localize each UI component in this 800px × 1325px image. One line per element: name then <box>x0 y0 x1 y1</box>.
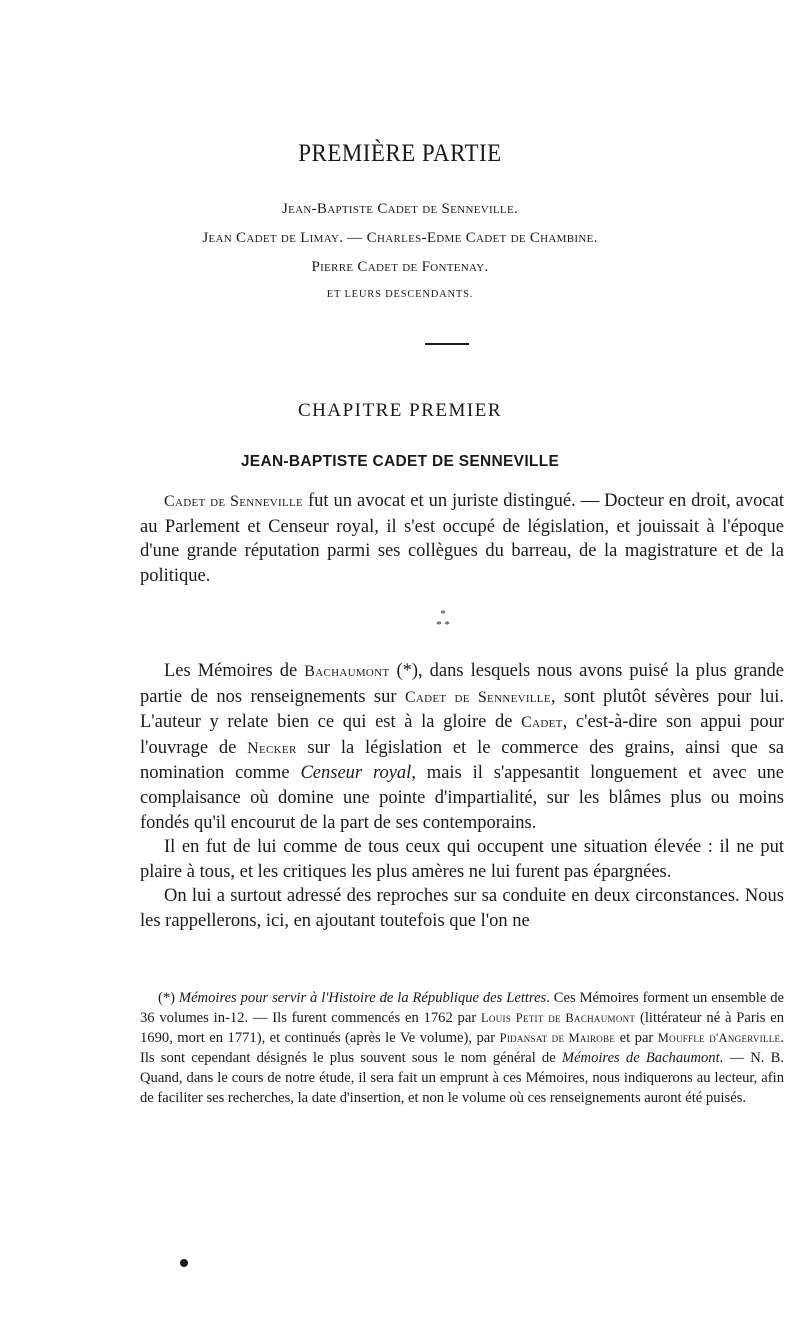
paragraph-memoires <box>140 659 784 835</box>
footnote-italic-memoires: Mémoires de Bachaumont <box>561 1050 720 1066</box>
subtitle-line-4: ET LEURS DESCENDANTS. <box>326 289 474 300</box>
subtitle-line-2: Jean Cadet de Limay. — Charles-Edme Cadet de Chambine. <box>202 230 598 246</box>
paragraph-situation: Il en fut de lui comme de tous ceux qui occupent une situation élevée : il ne put plaire à tous, et les critiques les plus amères ne lui furent pas épargnées. <box>140 837 784 882</box>
text-run: Les Mémoires de <box>164 661 305 681</box>
paragraph-reproches: On lui a surtout adressé des reproches sur sa conduite en deux circonstances. Nous les rappellerons, ici, en ajoutant toutefois que l'on ne <box>140 886 784 931</box>
text-run: et par <box>615 1030 658 1046</box>
paragraph-intro <box>140 489 784 588</box>
name-mouffle-d-angerville: Mouffle d'Angerville <box>657 1031 781 1045</box>
footnote-title-italic: Mémoires pour servir à l'Histoire de la République des Lettres <box>178 990 547 1006</box>
asterism-separator <box>428 609 458 631</box>
asterism-top: * <box>440 608 446 620</box>
text-run: . Ces Mémoires forment un ensemble de 36 volumes in-12. — Ils furent commencés en 1762 par <box>140 990 784 1026</box>
name-cadet-de-senneville: Cadet de Senneville <box>164 493 304 510</box>
name-louis-petit-de-bachaumont: Louis Petit de Bachaumont <box>480 1011 636 1025</box>
text-run: , c'est-à-dire son appui pour l'ouvrage de <box>140 712 784 758</box>
separator-rule <box>425 343 469 345</box>
footnote-mark: (*) <box>158 990 179 1006</box>
footnote <box>140 988 784 1108</box>
paragraph-intro-text: fut un avocat et un juriste distingué. — Docteur en droit, avocat au Parlement et Censeur royal, il s'est occupé de législation, et jouissait à l'époque d'une grande réputation parmi ses collègues du barreau, de la magistrature et de la politique. <box>140 491 784 586</box>
chapter-title: CHAPITRE PREMIER <box>298 400 502 421</box>
text-run: . Ils sont cependant désignés le plus souvent sous le nom général de <box>140 1030 785 1066</box>
name-cadet-de-senneville: Cadet de Senneville <box>404 688 551 706</box>
text-run: (*), dans lesquels nous avons puisé la plus grande partie de nos renseignements sur <box>140 661 784 707</box>
name-bachaumont: Bachaumont <box>304 663 390 680</box>
text-run: , sont plutôt sévères pour lui. L'auteur y relate bien ce qui est à la gloire de <box>140 686 784 733</box>
italic-censeur-royal: Censeur royal <box>300 763 412 784</box>
subtitle-line-1: Jean-Baptiste Cadet de Senneville. <box>281 201 519 217</box>
text-run: (littérateur né à Paris en 1690, mort en 1771), et continués (après le Ve volume), par <box>140 1010 784 1046</box>
subtitle-line-3: Pierre Cadet de Fontenay. <box>311 259 489 275</box>
asterism-bottom: * * <box>436 619 450 631</box>
text-run: . — N. B. Quand, dans le cours de notre étude, il sera fait un emprunt à ces Mémoires, nous indiquerons au lecteur, afin de faciliter ses recherches, la date d'insertion, et non le volume où ces renseignements auront été puisés. <box>140 1050 784 1106</box>
text-run: , mais il s'appesantit longuement et avec une complaisance où domine une pointe d'impartialité, sur les blâmes plus ou moins fondés qu'il encourut de la part de ses contemporains. <box>140 763 784 833</box>
body-text <box>140 659 784 934</box>
name-pidansat-de-mairobe: Pidansat de Mairobe <box>499 1031 616 1045</box>
chapter-subtitle: JEAN-BAPTISTE CADET DE SENNEVILLE <box>240 453 560 470</box>
name-necker: Necker <box>247 739 297 757</box>
page-mark-dot <box>180 1259 188 1267</box>
text-run: sur la législation et le commerce des grains, ainsi que sa nomination comme <box>140 737 784 784</box>
part-title: PREMIÈRE PARTIE <box>298 140 502 167</box>
name-cadet: Cadet <box>521 714 563 732</box>
